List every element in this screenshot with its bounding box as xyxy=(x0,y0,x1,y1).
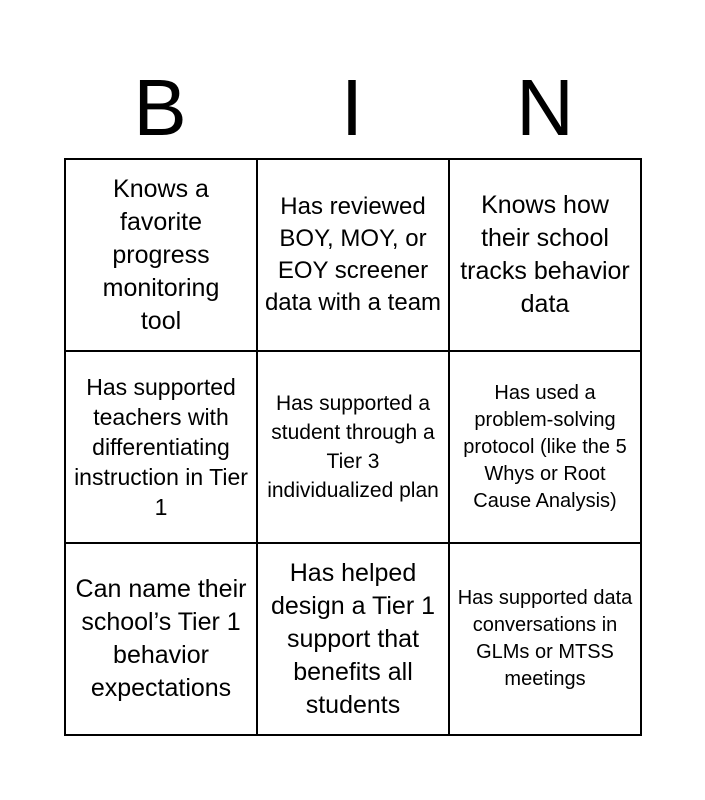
cell-text: Has supported data conversations in GLMs or MTSS meetings xyxy=(457,587,633,690)
bingo-board xyxy=(64,158,642,736)
header-letter-n: N xyxy=(516,63,574,152)
cell-text: Knows how their school tracks behavior data xyxy=(460,191,630,318)
cell-text: Has reviewed BOY, MOY, or EOY screener data with a team xyxy=(264,193,442,316)
cell-text: Has supported teachers with differentiating instruction in Tier 1 xyxy=(74,374,248,520)
cell-text: Has supported a student through a Tier 3 individualized plan xyxy=(267,392,439,502)
bingo-cell[interactable] xyxy=(449,351,641,543)
cell-text: Has used a problem-solving protocol (like the 5 Whys or Root Cause Analysis) xyxy=(463,381,627,512)
bingo-header xyxy=(0,58,705,158)
bingo-cell[interactable] xyxy=(257,351,449,543)
cell-text: Knows a favorite progress monitoring tool xyxy=(102,174,220,335)
bingo-cell[interactable] xyxy=(449,543,641,735)
bingo-cell[interactable] xyxy=(65,543,257,735)
bingo-cell[interactable] xyxy=(449,159,641,351)
cell-text: Has helped design a Tier 1 support that benefits all students xyxy=(271,558,435,719)
bingo-cell[interactable] xyxy=(257,159,449,351)
header-letter-b: B xyxy=(133,63,187,152)
board-row xyxy=(65,351,641,543)
bingo-cell[interactable] xyxy=(257,543,449,735)
bingo-cell[interactable] xyxy=(65,159,257,351)
board-row xyxy=(65,543,641,735)
cell-text: Can name their school’s Tier 1 behavior expectations xyxy=(75,575,247,702)
board-row xyxy=(65,159,641,351)
bingo-cell[interactable] xyxy=(65,351,257,543)
header-letter-i: I xyxy=(340,63,364,152)
